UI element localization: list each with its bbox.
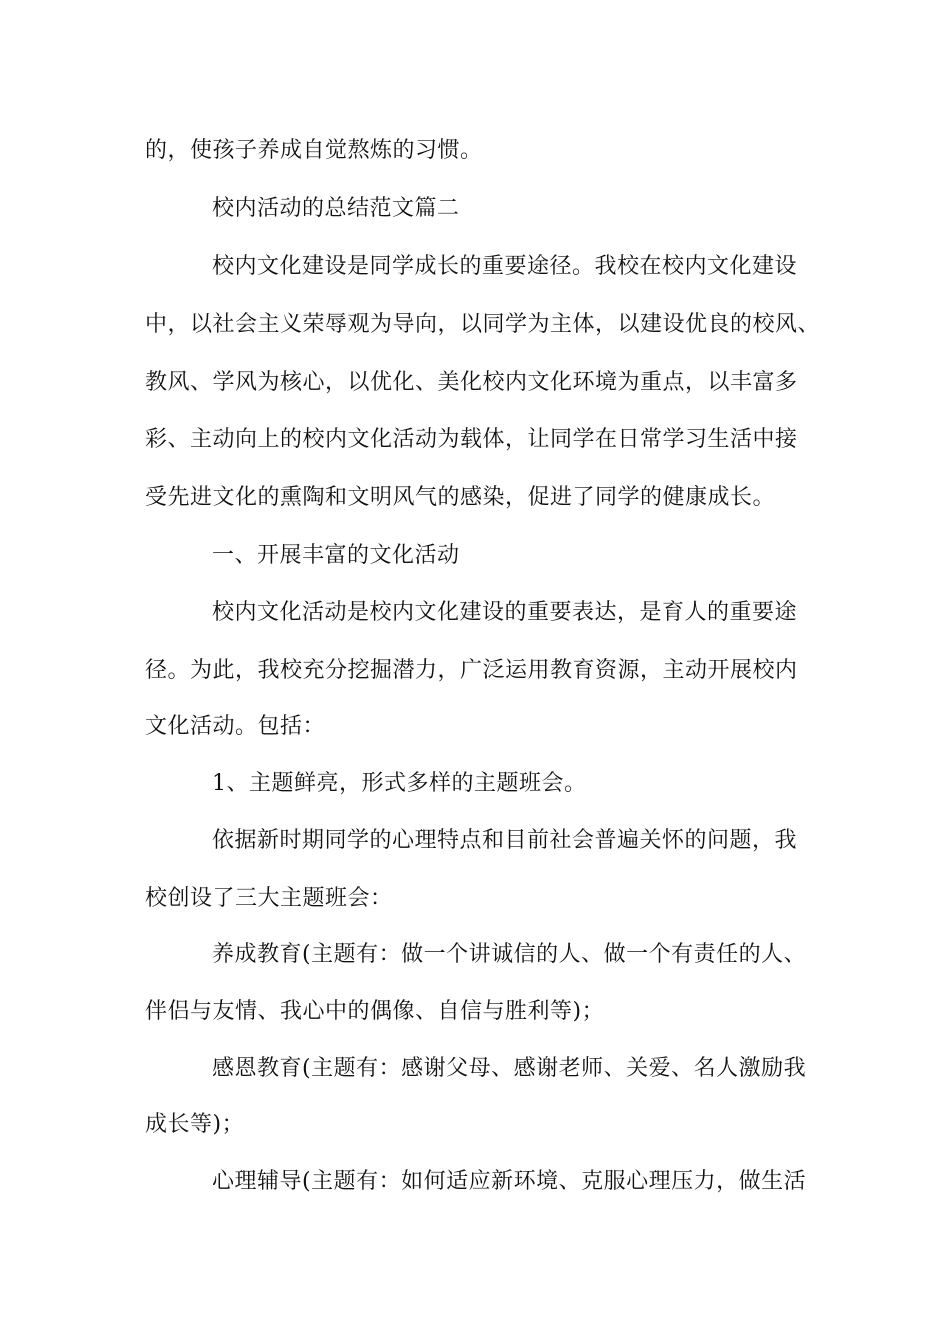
subheading: 一、开展丰富的文化活动 [212,543,460,568]
body-line: 教风、学风为核心，以优化、美化校内文化环境为重点，以丰富多 [145,370,798,395]
body-line: 心理辅导(主题有：如何适应新环境、克服心理压力，做生活 [212,1169,807,1194]
body-line: 径。为此，我校充分挖掘潜力，广泛运用教育资源，主动开展校内 [145,658,798,683]
body-line: 受先进文化的熏陶和文明风气的感染，促进了同学的健康成长。 [145,485,776,510]
body-line: 校内文化建设是同学成长的重要途径。我校在校内文化建设 [212,254,798,279]
body-line: 的，使孩子养成自觉熬炼的习惯。 [145,138,483,163]
body-line: 彩、主动向上的校内文化活动为载体，让同学在日常学习生活中接 [145,427,798,452]
section-title: 校内活动的总结范文篇二 [212,196,460,221]
body-line: 养成教育(主题有：做一个讲诚信的人、做一个有责任的人、 [212,942,807,967]
body-line: 中，以社会主义荣辱观为导向，以同学为主体，以建设优良的校风、 [145,312,821,337]
body-line: 校创设了三大主题班会： [145,886,393,911]
list-item-heading: 1、主题鲜亮，形式多样的主题班会。 [212,771,587,796]
body-line: 依据新时期同学的心理特点和目前社会普遍关怀的问题，我 [212,828,798,853]
body-line: 感恩教育(主题有：感谢父母、感谢老师、关爱、名人激励我 [212,1056,807,1081]
body-line: 校内文化活动是校内文化建设的重要表达，是育人的重要途 [212,600,798,625]
body-line: 成长等)； [145,1112,245,1137]
body-line: 文化活动。包括： [145,714,326,739]
body-line: 伴侣与友情、我心中的偶像、自信与胜利等)； [145,999,605,1024]
